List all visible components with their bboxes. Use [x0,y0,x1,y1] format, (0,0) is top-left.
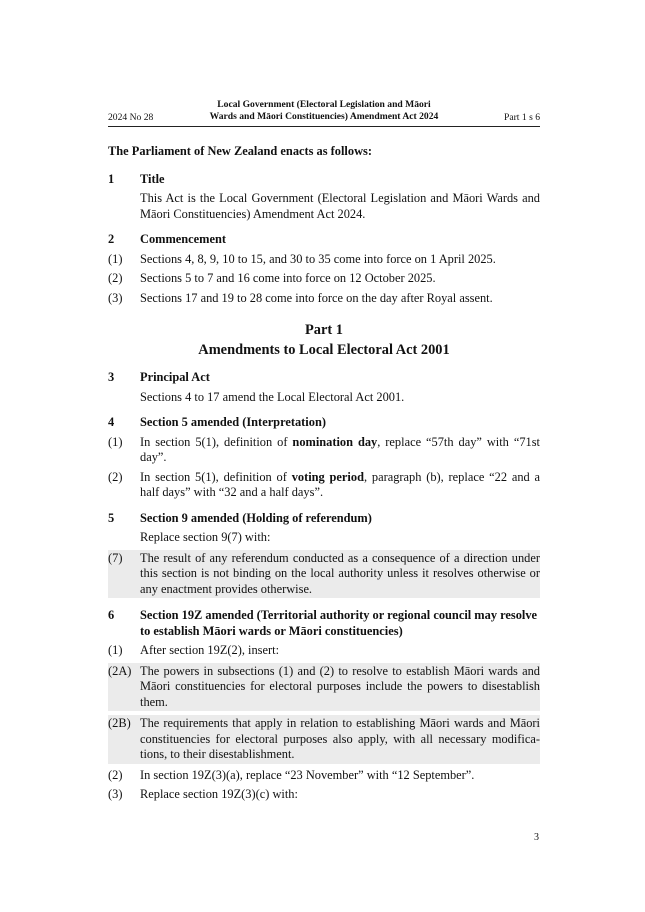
header-title-line-1: Local Government (Electoral Legislation and Māori [217,99,431,110]
subsection-text: The requirements that apply in relation to establishing Māori wards and Māori constituencies for electoral purposes also apply, with all necessary modifications, to their disestablishment. [140,716,540,761]
subsection-text [140,470,540,501]
subsection-number: (2A) [108,663,132,678]
subsection-number: (3) [108,787,123,801]
section-title: Section 5 amended (Interpretation) [140,415,326,429]
header-rule [108,126,540,127]
inserted-provision [108,715,540,764]
section-number: 6 [108,608,115,622]
subsection-text: In section 19Z(3)(a), replace “23 November” with “12 September”. [140,767,475,782]
section-heading-4 [108,415,540,431]
subsection-text: Sections 5 to 7 and 16 come into force on 12 October 2025. [140,271,436,285]
section-text: Replace section 9(7) with: [140,530,271,544]
section-text: This Act is the Local Government (Electoral Legislation and Māori Wards and Māori Constituencies) Amendment Act 2024. [140,191,540,221]
section-heading-3 [108,370,540,386]
page-number: 3 [534,832,539,843]
running-header [108,98,540,128]
header-part-section: Part 1 s 6 [504,112,540,123]
text-run: In section 5(1), definition of [140,469,292,484]
subsection-text: The result of any referendum conducted as a consequence of a direction under this section is not binding on the local authority unless it resolves otherwise or any enactment provides otherwise. [140,550,540,596]
subsection-text: After section 19Z(2), insert: [140,643,280,657]
text-run: In section 5(1), definition of [140,434,293,449]
section-heading-1 [108,172,540,188]
section-number: 5 [108,510,115,525]
header-title-line-2: Wards and Māori Constituencies) Amendment Act 2024 [209,111,439,122]
subsection [108,768,540,784]
subsection-number: (2B) [108,716,131,730]
subsection [108,252,540,268]
section-number: 1 [108,171,115,186]
section-title: Section 9 amended (Holding of referendum) [140,510,372,525]
subsection-number: (2) [108,271,123,285]
section-text: Sections 4 to 17 amend the Local Electoral Act 2001. [140,389,405,404]
subsection-text [140,435,540,466]
subsection-number: (2) [108,469,123,484]
document-body [108,144,540,803]
subsection-number: (1) [108,643,123,657]
subsection-number: (7) [108,550,123,565]
section-title: Title [140,171,165,186]
subsection-text: Replace section 19Z(3)(c) with: [140,787,298,801]
subsection-number: (1) [108,251,123,266]
section-title: Principal Act [140,370,210,384]
part-label: Part 1 [305,322,343,338]
subsection [108,291,540,307]
subsection-number: (1) [108,434,123,449]
subsection [108,271,540,287]
subsection-number: (3) [108,290,123,305]
subsection [108,643,540,659]
inserted-provision [108,550,540,599]
section-number: 2 [108,232,115,246]
subsection-text: The powers in subsections (1) and (2) to resolve to establish Māori wards and Māori constituencies for electoral purposes include the powers to disestablish them. [140,663,540,709]
defined-term: voting period [291,469,364,484]
subsection-number: (2) [108,767,123,782]
header-act-title [108,99,540,123]
part-title: Amendments to Local Electoral Act 2001 [198,342,450,358]
enacting-words: The Parliament of New Zealand enacts as follows: [108,144,372,158]
defined-term: nomination day [292,434,378,449]
inserted-provision [108,663,540,712]
section-title: Section 19Z amended (Territorial authority or regional council may resolve to establish Māori wards or Māori constituencies) [140,608,538,638]
subsection [108,787,540,803]
section-title: Commencement [140,232,227,246]
section-heading-6 [108,608,540,639]
text-run: , paragraph (b), replace “22 and a half days” with “32 and a half days”. [140,469,541,499]
subsection-text: Sections 17 and 19 to 28 come into force on the day after Royal assent. [140,290,493,305]
section-heading-2 [108,232,540,248]
section-number: 4 [108,415,115,429]
subsection [108,470,540,501]
section-number: 3 [108,370,115,384]
text-run: , replace “57th day” with “71st day”. [140,434,540,464]
section-heading-5 [108,511,540,527]
subsection [108,435,540,466]
header-act-number: 2024 No 28 [108,112,154,123]
subsection-text: Sections 4, 8, 9, 10 to 15, and 30 to 35 come into force on 1 April 2025. [140,251,496,266]
